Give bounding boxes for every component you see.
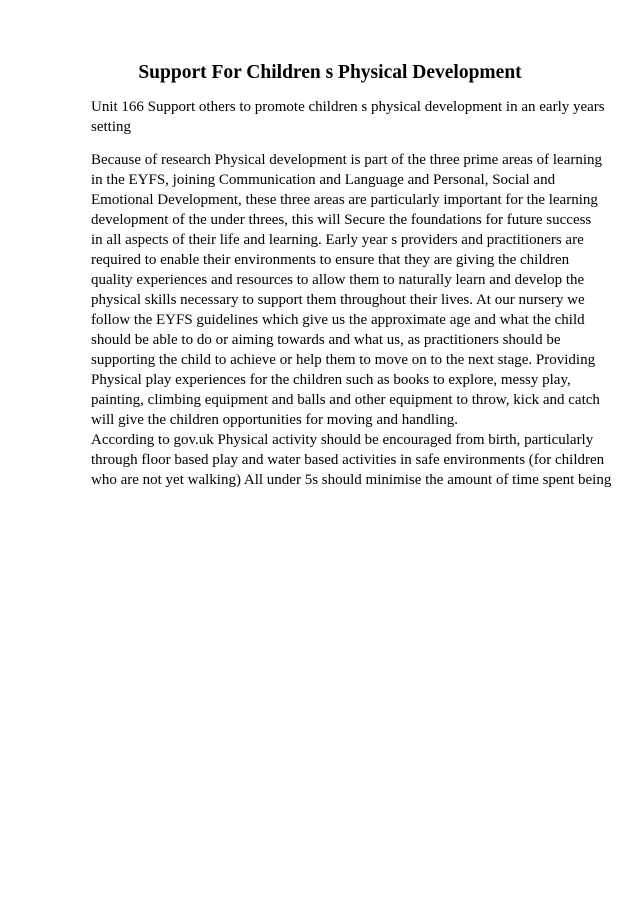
body-line: should be able to do or aiming towards and what us, as practitioners should be xyxy=(91,332,561,348)
body-line: in all aspects of their life and learning. Early year s providers and practitioners are xyxy=(91,232,584,248)
body-line: through floor based play and water based activities in safe environments (for children xyxy=(91,452,605,468)
body-line: painting, climbing equipment and balls and other equipment to throw, kick and catch xyxy=(91,392,600,408)
document-title: Support For Children s Physical Development xyxy=(138,62,522,83)
body-line: follow the EYFS guidelines which give us the approximate age and what the child xyxy=(91,312,585,328)
body-line: will give the children opportunities for moving and handling. xyxy=(91,412,459,428)
body-line: Emotional Development, these three areas are particularly important for the learning xyxy=(91,192,598,208)
body-line: physical skills necessary to support them throughout their lives. At our nursery we xyxy=(91,292,585,308)
body-line: Because of research Physical development is part of the three prime areas of learning xyxy=(91,152,603,168)
body-line: who are not yet walking) All under 5s should minimise the amount of time spent being xyxy=(91,472,612,488)
body-line: supporting the child to achieve or help them to move on to the next stage. Providing xyxy=(91,352,596,368)
body-line: Physical play experiences for the children such as books to explore, messy play, xyxy=(91,372,571,388)
subtitle-line: Unit 166 Support others to promote children s physical development in an early years xyxy=(91,99,605,115)
body-line: quality experiences and resources to allow them to naturally learn and develop the xyxy=(91,272,585,288)
body-line: According to gov.uk Physical activity should be encouraged from birth, particularly xyxy=(91,432,594,448)
body-line: development of the under threes, this will Secure the foundations for future success xyxy=(91,212,592,228)
body-line: in the EYFS, joining Communication and Language and Personal, Social and xyxy=(91,172,556,188)
subtitle-line: setting xyxy=(91,119,131,135)
body-line: required to enable their environments to ensure that they are giving the children xyxy=(91,252,570,268)
